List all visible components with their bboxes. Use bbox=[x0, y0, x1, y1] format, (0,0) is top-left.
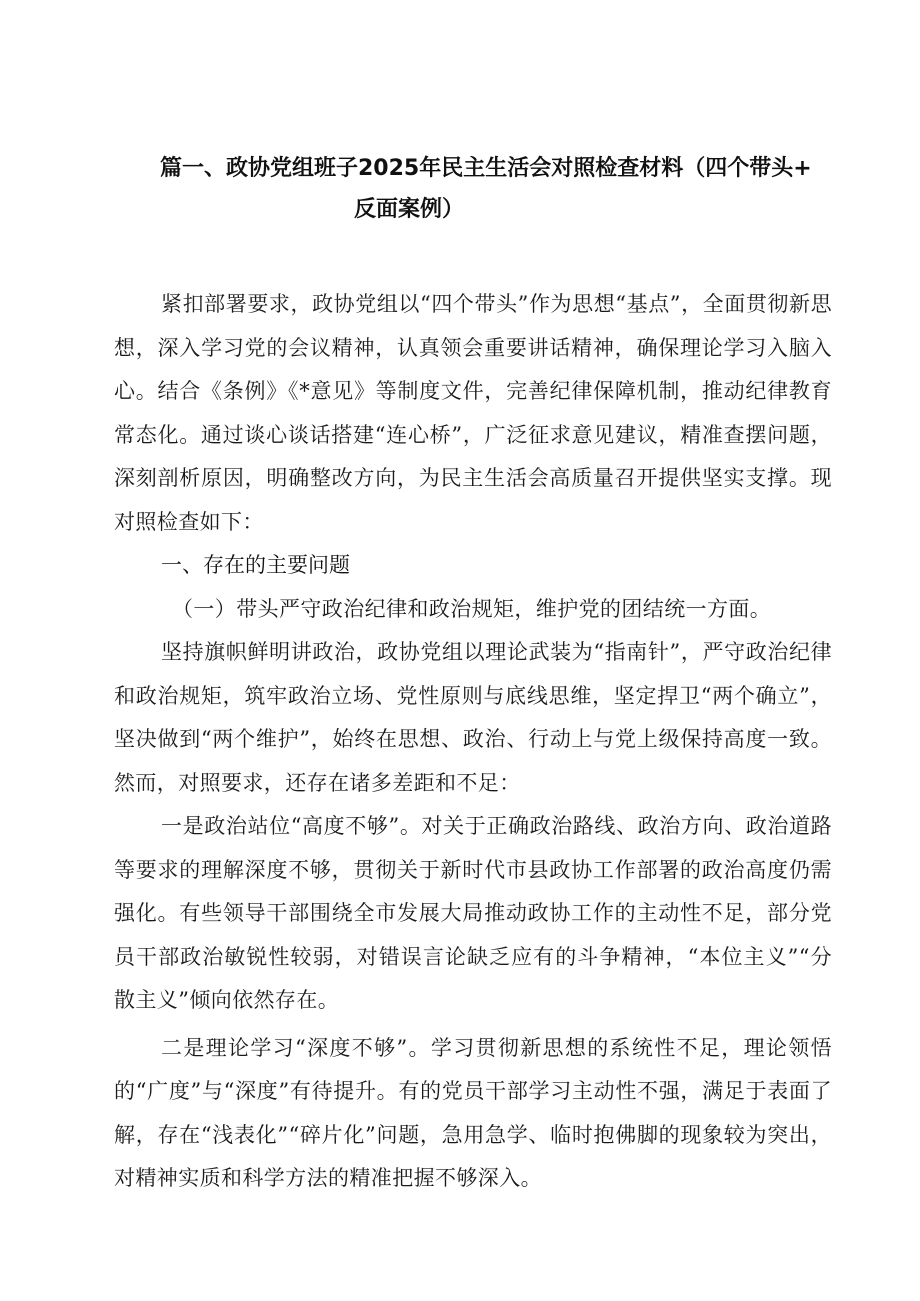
title-line-2: 反面案例） bbox=[354, 197, 465, 222]
document-title bbox=[160, 148, 860, 230]
document-body bbox=[114, 283, 832, 1201]
title-line-1: 篇一、政协党组班子2025年民主生活会对照检查材料（四个带头+ bbox=[160, 156, 812, 181]
politics-paragraph: 坚持旗帜鲜明讲政治，政协党组以理论武装为“指南针”，严守政治纪律和政治规矩，筑牢政治立场、党性原则与底线思维，坚定捍卫“两个确立”，坚决做到“两个维护”，始终在思想、政治、行动上与党上级保持高度一致。然而，对照要求，还存在诸多差距和不足： bbox=[114, 640, 832, 795]
section-heading-main-problems: 一、存在的主要问题 bbox=[161, 553, 350, 577]
first-problem-paragraph: 一是政治站位“高度不够”。对关于正确政治路线、政治方向、政治道路等要求的理解深度不够，贯彻关于新时代市县政协工作部署的政治高度仍需强化。有些领导干部围绕全市发展大局推动政协工作的主动性不足，部分党员干部政治敏锐性较弱，对错误言论缺乏应有的斗争精神，“本位主义”“分散主义”倾向依然存在。 bbox=[114, 814, 832, 1012]
intro-paragraph: 紧扣部署要求，政协党组以“四个带头”作为思想“基点”，全面贯彻新思想，深入学习党的会议精神，认真领会重要讲话精神，确保理论学习入脑入心。结合《条例》《*意见》等制度文件，完善纪律保障机制，推动纪律教育常态化。通过谈心谈话搭建“连心桥”，广泛征求意见建议，精准查摆问题，深刻剖析原因，明确整改方向，为民主生活会高质量召开提供坚实支撑。现对照检查如下： bbox=[114, 292, 832, 534]
subsection-heading-political-discipline: （一）带头严守政治纪律和政治规矩，维护党的团结统一方面。 bbox=[172, 596, 772, 621]
second-problem-paragraph: 二是理论学习“深度不够”。学习贯彻新思想的系统性不足，理论领悟的“广度”与“深度”有待提升。有的党员干部学习主动性不强，满足于表面了解，存在“浅表化”“碎片化”问题，急用急学、临时抱佛脚的现象较为突出，对精神实质和科学方法的精准把握不够深入。 bbox=[114, 1035, 832, 1190]
